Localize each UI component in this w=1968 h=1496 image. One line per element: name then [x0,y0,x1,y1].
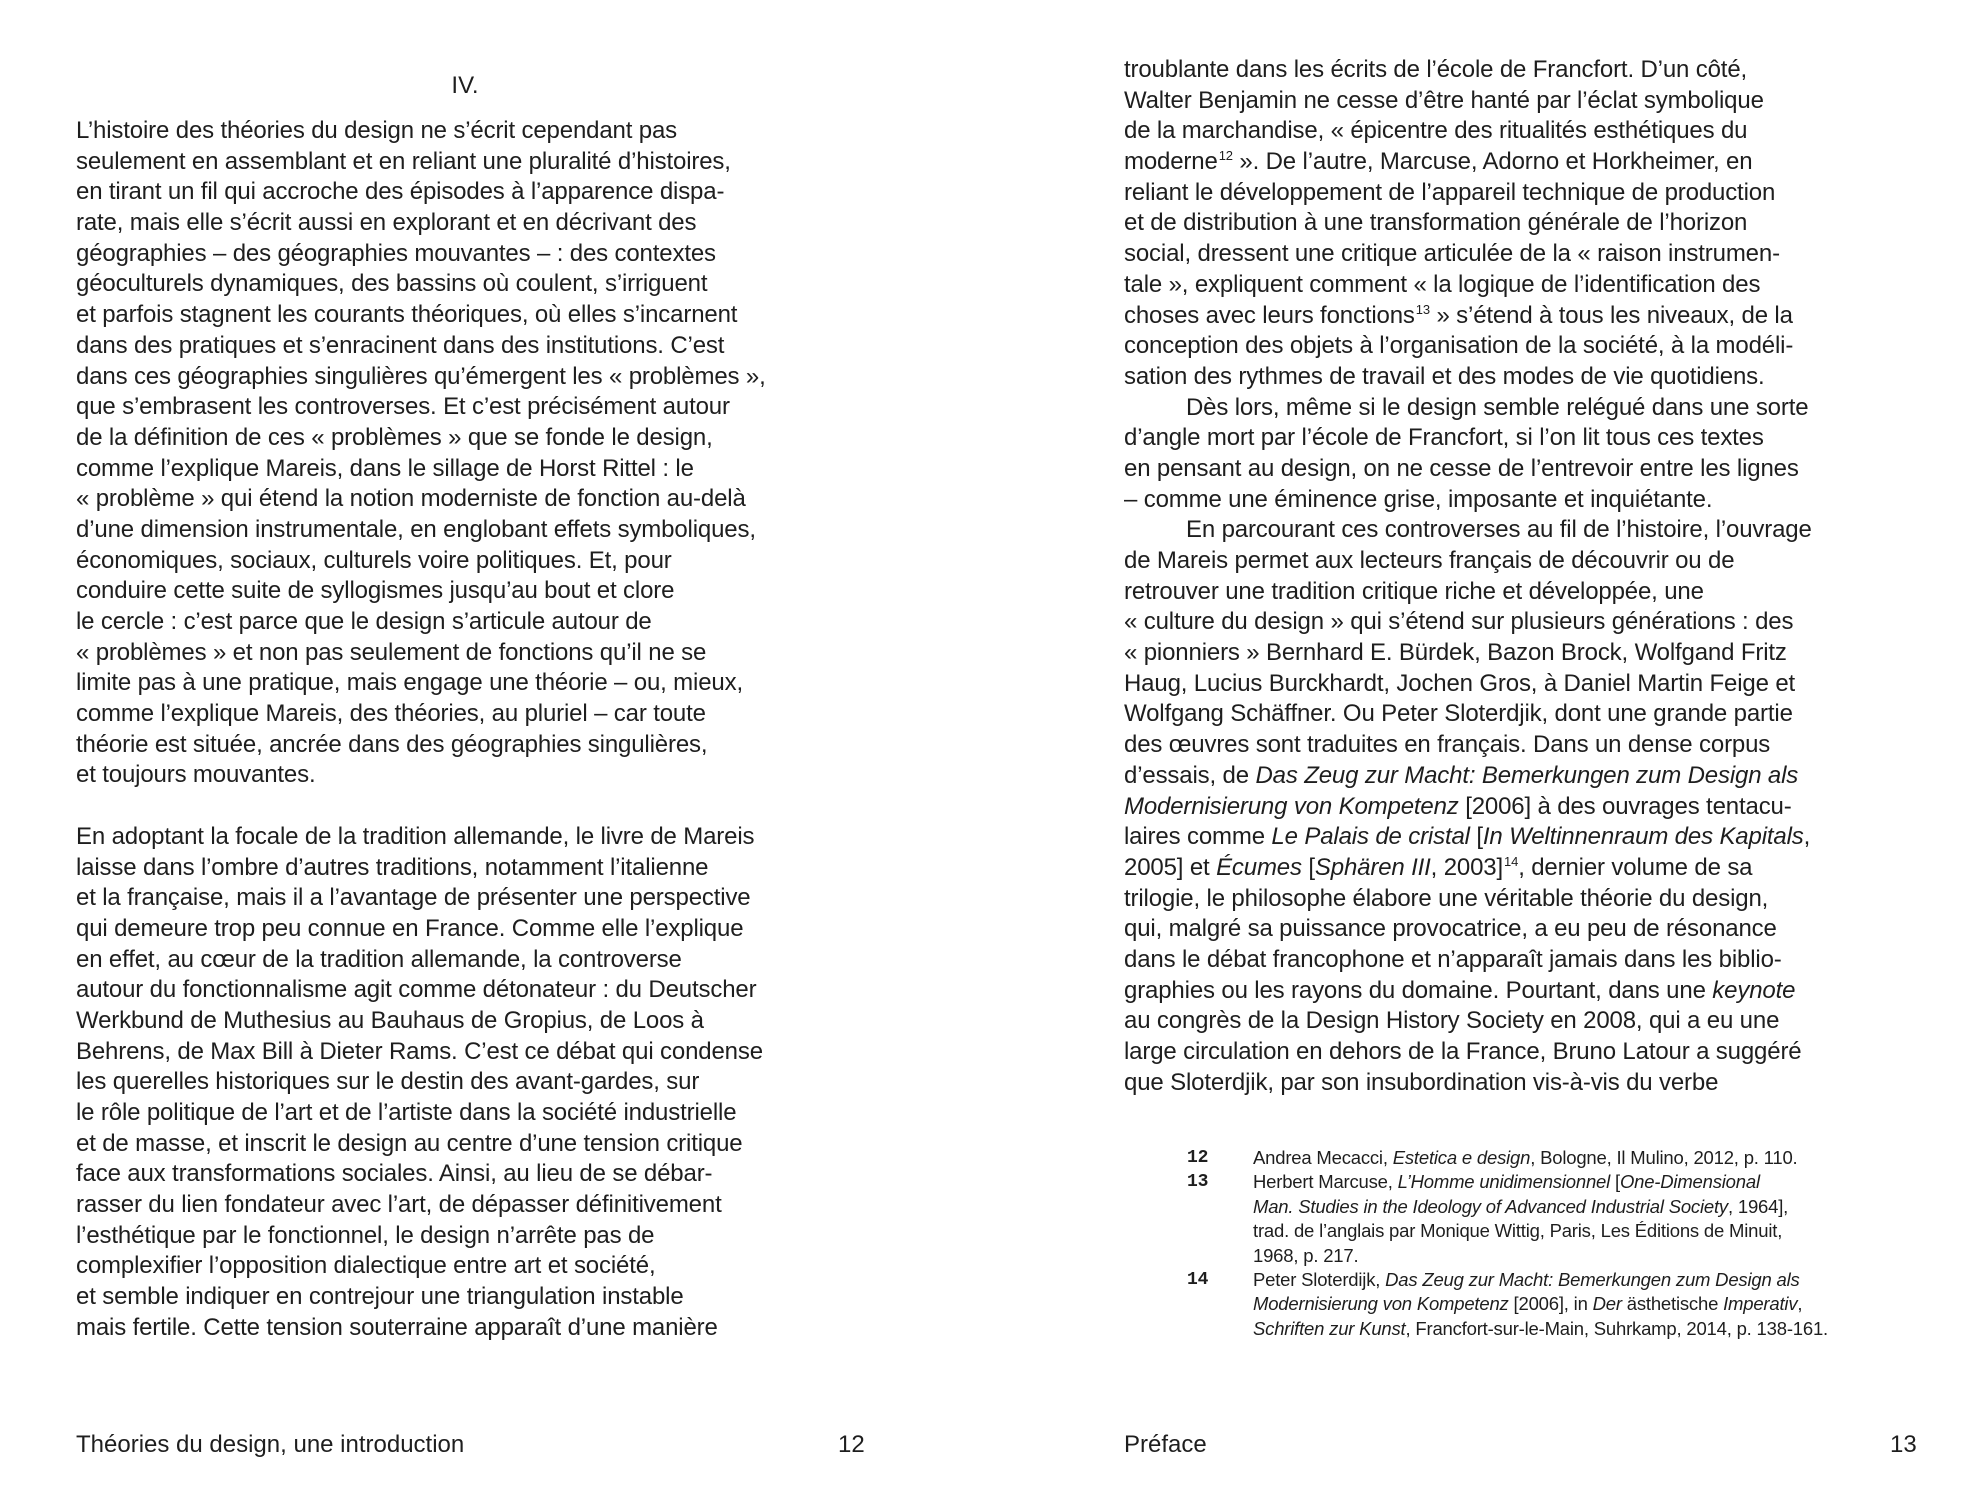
footnote-number: 14 [1187,1269,1209,1290]
text-run: Walter Benjamin ne cesse d’être hanté par l’éclat symbolique [1124,86,1764,114]
footnote-text [1253,1170,1788,1268]
text-run: , dernier volume de sa [1518,853,1753,881]
text-run: choses avec leurs fonctions [1124,301,1415,329]
text-line: comme l’explique Mareis, des théories, au pluriel – car toute [76,700,706,728]
text-line: et parfois stagnent les courants théoriques, où elles s’incarnent [76,301,738,329]
italic-title: Der [1592,1293,1622,1315]
text-run: « pionniers » Bernhard E. Bürdek, Bazon Brock, Wolfgand Fritz [1124,639,1787,667]
text-line [1124,607,1812,638]
paragraph-gap [76,791,766,822]
text-line [1124,761,1812,792]
italic-title: Man. Studies in the Ideology of Advanced Industrial Society [1253,1195,1728,1217]
text-line [1124,239,1812,270]
text-run: retrouver une tradition critique riche et développée, une [1124,577,1704,605]
text-run: social, dressent une critique articulée de la « raison instrumen- [1124,240,1780,268]
text-line: L’histoire des théories du design ne s’écrit cependant pas [76,117,678,144]
text-line [1124,485,1812,516]
text-run: que Sloterdjik, par son insubordination vis-à-vis du verbe [1124,1068,1719,1096]
text-run: des œuvres sont traduites en français. Dans un dense corpus [1124,731,1771,759]
text-run: laires comme [1124,823,1272,851]
text-run: , [1797,1293,1803,1315]
text-run: Andrea Mecacci, [1253,1147,1393,1168]
text-run: et de distribution à une transformation générale de l’horizon [1124,209,1748,237]
text-line [1124,577,1812,608]
text-run: reliant le développement de l’appareil technique de production [1124,178,1776,206]
text-run: qui, malgré sa puissance provocatrice, a eu peu de résonance [1124,915,1777,943]
text-run: En parcourant ces controverses au fil de l’histoire, l’ouvrage [1186,516,1812,544]
text-line [1124,301,1812,332]
text-line [1124,515,1812,546]
text-line [1124,699,1812,730]
footnote-text [1253,1268,1828,1341]
text-line: en effet, au cœur de la tradition allemande, la controverse [76,945,682,973]
text-run: large circulation en dehors de la France, Bruno Latour a suggéré [1124,1038,1802,1065]
text-line: de la définition de ces « problèmes » que se fonde le design, [76,423,713,451]
text-line [1124,454,1812,485]
text-line: laisse dans l’ombre d’autres traditions, notamment l’italienne [76,853,709,881]
text-line [1124,1068,1812,1099]
text-line [1124,822,1812,853]
footnote-number: 13 [1187,1172,1209,1193]
text-line: « problème » qui étend la notion moderniste de fonction au-delà [76,485,746,513]
text-run: , Bologne, Il Mulino, 2012, p. 110. [1530,1147,1798,1168]
text-line: Werkbund de Muthesius au Bauhaus de Gropius, de Loos à [76,1006,704,1034]
text-line: l’esthétique par le fonctionnel, le design n’arrête pas de [76,1221,655,1249]
text-line: et la française, mais il a l’avantage de présenter une perspective [76,884,751,912]
footnote-line [1253,1170,1788,1194]
text-line [1124,792,1812,823]
text-line: et semble indiquer en contrejour une triangulation instable [76,1283,684,1311]
italic-title: Das Zeug zur Macht: Bemerkungen zum Design als [1385,1268,1800,1290]
footnote [1187,1268,1828,1341]
text-line [1124,86,1812,117]
text-line [1124,853,1812,884]
text-run: Haug, Lucius Burckhardt, Jochen Gros, à Daniel Martin Feige et [1124,669,1796,697]
italic-title: One-Dimensional [1619,1171,1760,1193]
text-run: en pensant au design, on ne cesse de l’entrevoir entre les lignes [1124,454,1799,482]
text-run: trad. de l’anglais par Monique Wittig, Paris, Les Éditions de Minuit, [1253,1220,1783,1242]
footnote [1187,1170,1828,1268]
text-run: 1968, p. 217. [1253,1244,1359,1266]
footnote-line [1253,1219,1788,1243]
text-run: Dès lors, même si le design semble relégué dans une sorte [1186,393,1809,421]
text-run: , [1803,823,1811,851]
text-line: les querelles historiques sur le destin des avant-gardes, sur [76,1068,700,1096]
text-run: troublante dans les écrits de l’école de Francfort. D’un côté, [1124,56,1748,83]
text-run: d’angle mort par l’école de Francfort, si l’on lit tous ces textes [1124,424,1764,452]
text-line: limite pas à une pratique, mais engage une théorie – ou, mieux, [76,669,743,697]
footnote-line [1253,1146,1798,1170]
text-run: Wolfgang Schäffner. Ou Peter Sloterdjik, dont une grande partie [1124,700,1793,728]
text-run: Peter Sloterdijk, [1253,1268,1386,1290]
text-run: « culture du design » qui s’étend sur plusieurs générations : des [1124,608,1794,636]
text-line: et de masse, et inscrit le design au centre d’une tension critique [76,1129,743,1157]
italic-title: Schriften zur Kunst [1253,1317,1406,1339]
text-run: , 2003] [1430,853,1504,881]
text-line: géoculturels dynamiques, des bassins où coulent, s’irriguent [76,270,708,298]
text-line [1124,669,1812,700]
text-line: d’une dimension instrumentale, en englobant effets symboliques, [76,515,756,543]
text-run: moderne [1124,148,1218,176]
italic-title: In Weltinnenraum des Kapitals [1482,823,1804,851]
text-run: [ [1469,823,1483,851]
text-line: complexifier l’opposition dialectique entre art et société, [76,1252,656,1280]
footnote-line [1253,1195,1788,1219]
footnote-line [1253,1292,1828,1316]
text-line [1124,55,1812,86]
text-line: et toujours mouvantes. [76,761,316,789]
text-line: autour du fonctionnalisme agit comme détonateur : du Deutscher [76,976,757,1004]
text-line [1124,546,1812,577]
italic-title: Das Zeug zur Macht: Bemerkungen zum Design als [1255,761,1799,789]
italic-title: Modernisierung von Kompetenz [1124,792,1459,820]
italic-title: Le Palais de cristal [1271,823,1470,851]
footnote-ref: 14 [1504,853,1519,869]
text-run: conception des objets à l’organisation de la société, à la modéli- [1124,332,1794,360]
text-line: théorie est située, ancrée dans des géographies singulières, [76,730,708,758]
text-line [1124,884,1812,915]
text-line [1124,270,1812,301]
text-line: dans des pratiques et s’enracinent dans des institutions. C’est [76,331,725,359]
text-run: graphies ou les rayons du domaine. Pourtant, dans une [1124,976,1713,1004]
footnote-ref: 12 [1218,148,1233,164]
italic-title: Écumes [1216,853,1302,881]
text-run: de la marchandise, « épicentre des ritualités esthétiques du [1124,117,1748,145]
footnote-ref: 13 [1415,301,1430,317]
text-run: 2005] et [1124,853,1217,881]
text-run: [ [1610,1171,1620,1193]
page-number-right: 13 [1890,1431,1917,1458]
text-line: en tirant un fil qui accroche des épisodes à l’apparence dispa- [76,178,725,206]
text-run: trilogie, le philosophe élabore une véritable théorie du design, [1124,884,1769,912]
text-run: , 1964], [1727,1195,1789,1217]
section-number: IV. [451,72,479,99]
text-line: géographies – des géographies mouvantes – : des contextes [76,239,716,267]
italic-title: Modernisierung von Kompetenz [1253,1293,1509,1315]
text-line [1124,976,1812,1007]
text-line: rasser du lien fondateur avec l’art, de dépasser définitivement [76,1191,722,1219]
footnote-line [1253,1268,1828,1292]
text-line [1124,331,1812,362]
text-line: que s’embrasent les controverses. Et c’est précisément autour [76,393,730,421]
text-run: tale », expliquent comment « la logique de l’identification des [1124,270,1761,298]
text-run: [ [1301,853,1315,881]
text-run: Herbert Marcuse, [1253,1171,1398,1193]
footnote-line [1253,1244,1788,1268]
text-line: mais fertile. Cette tension souterraine apparaît d’une manière [76,1313,718,1341]
running-title-left: Théories du design, une introduction [76,1431,465,1458]
text-line: Behrens, de Max Bill à Dieter Rams. C’est ce débat qui condense [76,1037,763,1065]
right-body-text [1124,55,1812,1098]
text-line [1124,178,1812,209]
text-line [1124,1006,1812,1037]
text-line: « problèmes » et non pas seulement de fonctions qu’il ne se [76,638,707,666]
text-line [1124,730,1812,761]
italic-title: Estetica e design [1392,1147,1531,1168]
italic-title: Imperativ [1723,1293,1798,1315]
text-line [1124,362,1812,393]
text-line [1124,423,1812,454]
text-line: le cercle : c’est parce que le design s’articule autour de [76,608,652,635]
footnotes [1187,1146,1828,1341]
text-run: sation des rythmes de travail et des modes de vie quotidiens. [1124,362,1765,390]
text-line: comme l’explique Mareis, dans le sillage de Horst Rittel : le [76,454,694,482]
right-page [984,0,1968,1496]
text-run: – comme une éminence grise, imposante et inquiétante. [1124,485,1713,513]
text-run: [2006], in [1508,1293,1593,1315]
text-line [1124,638,1812,669]
text-run: ». De l’autre, Marcuse, Adorno et Horkheimer, en [1232,148,1753,176]
text-line [1124,1037,1812,1068]
text-run: au congrès de la Design History Society en 2008, qui a eu une [1124,1007,1780,1035]
text-line [1124,147,1812,178]
text-run: » s’étend à tous les niveaux, de la [1429,301,1793,329]
text-line: face aux transformations sociales. Ainsi, au lieu de se débar- [76,1160,713,1188]
footnote-number: 12 [1187,1148,1209,1168]
text-run: dans le débat francophone et n’apparaît jamais dans les biblio- [1124,945,1782,973]
text-line: le rôle politique de l’art et de l’artiste dans la société industrielle [76,1099,737,1126]
text-line [1124,914,1812,945]
text-line [1124,393,1812,424]
text-line: conduire cette suite de syllogismes jusqu’au bout et clore [76,577,675,605]
text-line [1124,208,1812,239]
text-run: de Mareis permet aux lecteurs français de découvrir ou de [1124,547,1735,574]
text-line: économiques, sociaux, culturels voire politiques. Et, pour [76,546,672,574]
footnote-line [1253,1317,1828,1341]
italic-title: L’Homme unidimensionnel [1397,1171,1611,1193]
text-run: d’essais, de [1124,761,1256,789]
footnote [1187,1146,1828,1170]
italic-title: Sphären III [1314,853,1431,881]
text-line: qui demeure trop peu connue en France. Comme elle l’explique [76,914,744,942]
text-line: dans ces géographies singulières qu’émergent les « problèmes », [76,362,766,390]
text-run: , Francfort-sur-le-Main, Suhrkamp, 2014, p. 138-161. [1405,1317,1828,1339]
text-run: ästhetische [1621,1293,1724,1315]
text-line [1124,945,1812,976]
left-body-text [76,116,766,1344]
running-title-right: Préface [1124,1431,1207,1458]
text-line [1124,116,1812,147]
italic-title: keynote [1712,976,1796,1004]
text-line: rate, mais elle s’écrit aussi en explorant et en décrivant des [76,209,697,237]
text-line: En adoptant la focale de la tradition allemande, le livre de Mareis [76,822,755,850]
page-number-left: 12 [838,1431,865,1458]
text-line: seulement en assemblant et en reliant une pluralité d’histoires, [76,147,731,175]
footnote-text [1253,1146,1798,1170]
text-run: [2006] à des ouvrages tentacu- [1458,792,1792,820]
